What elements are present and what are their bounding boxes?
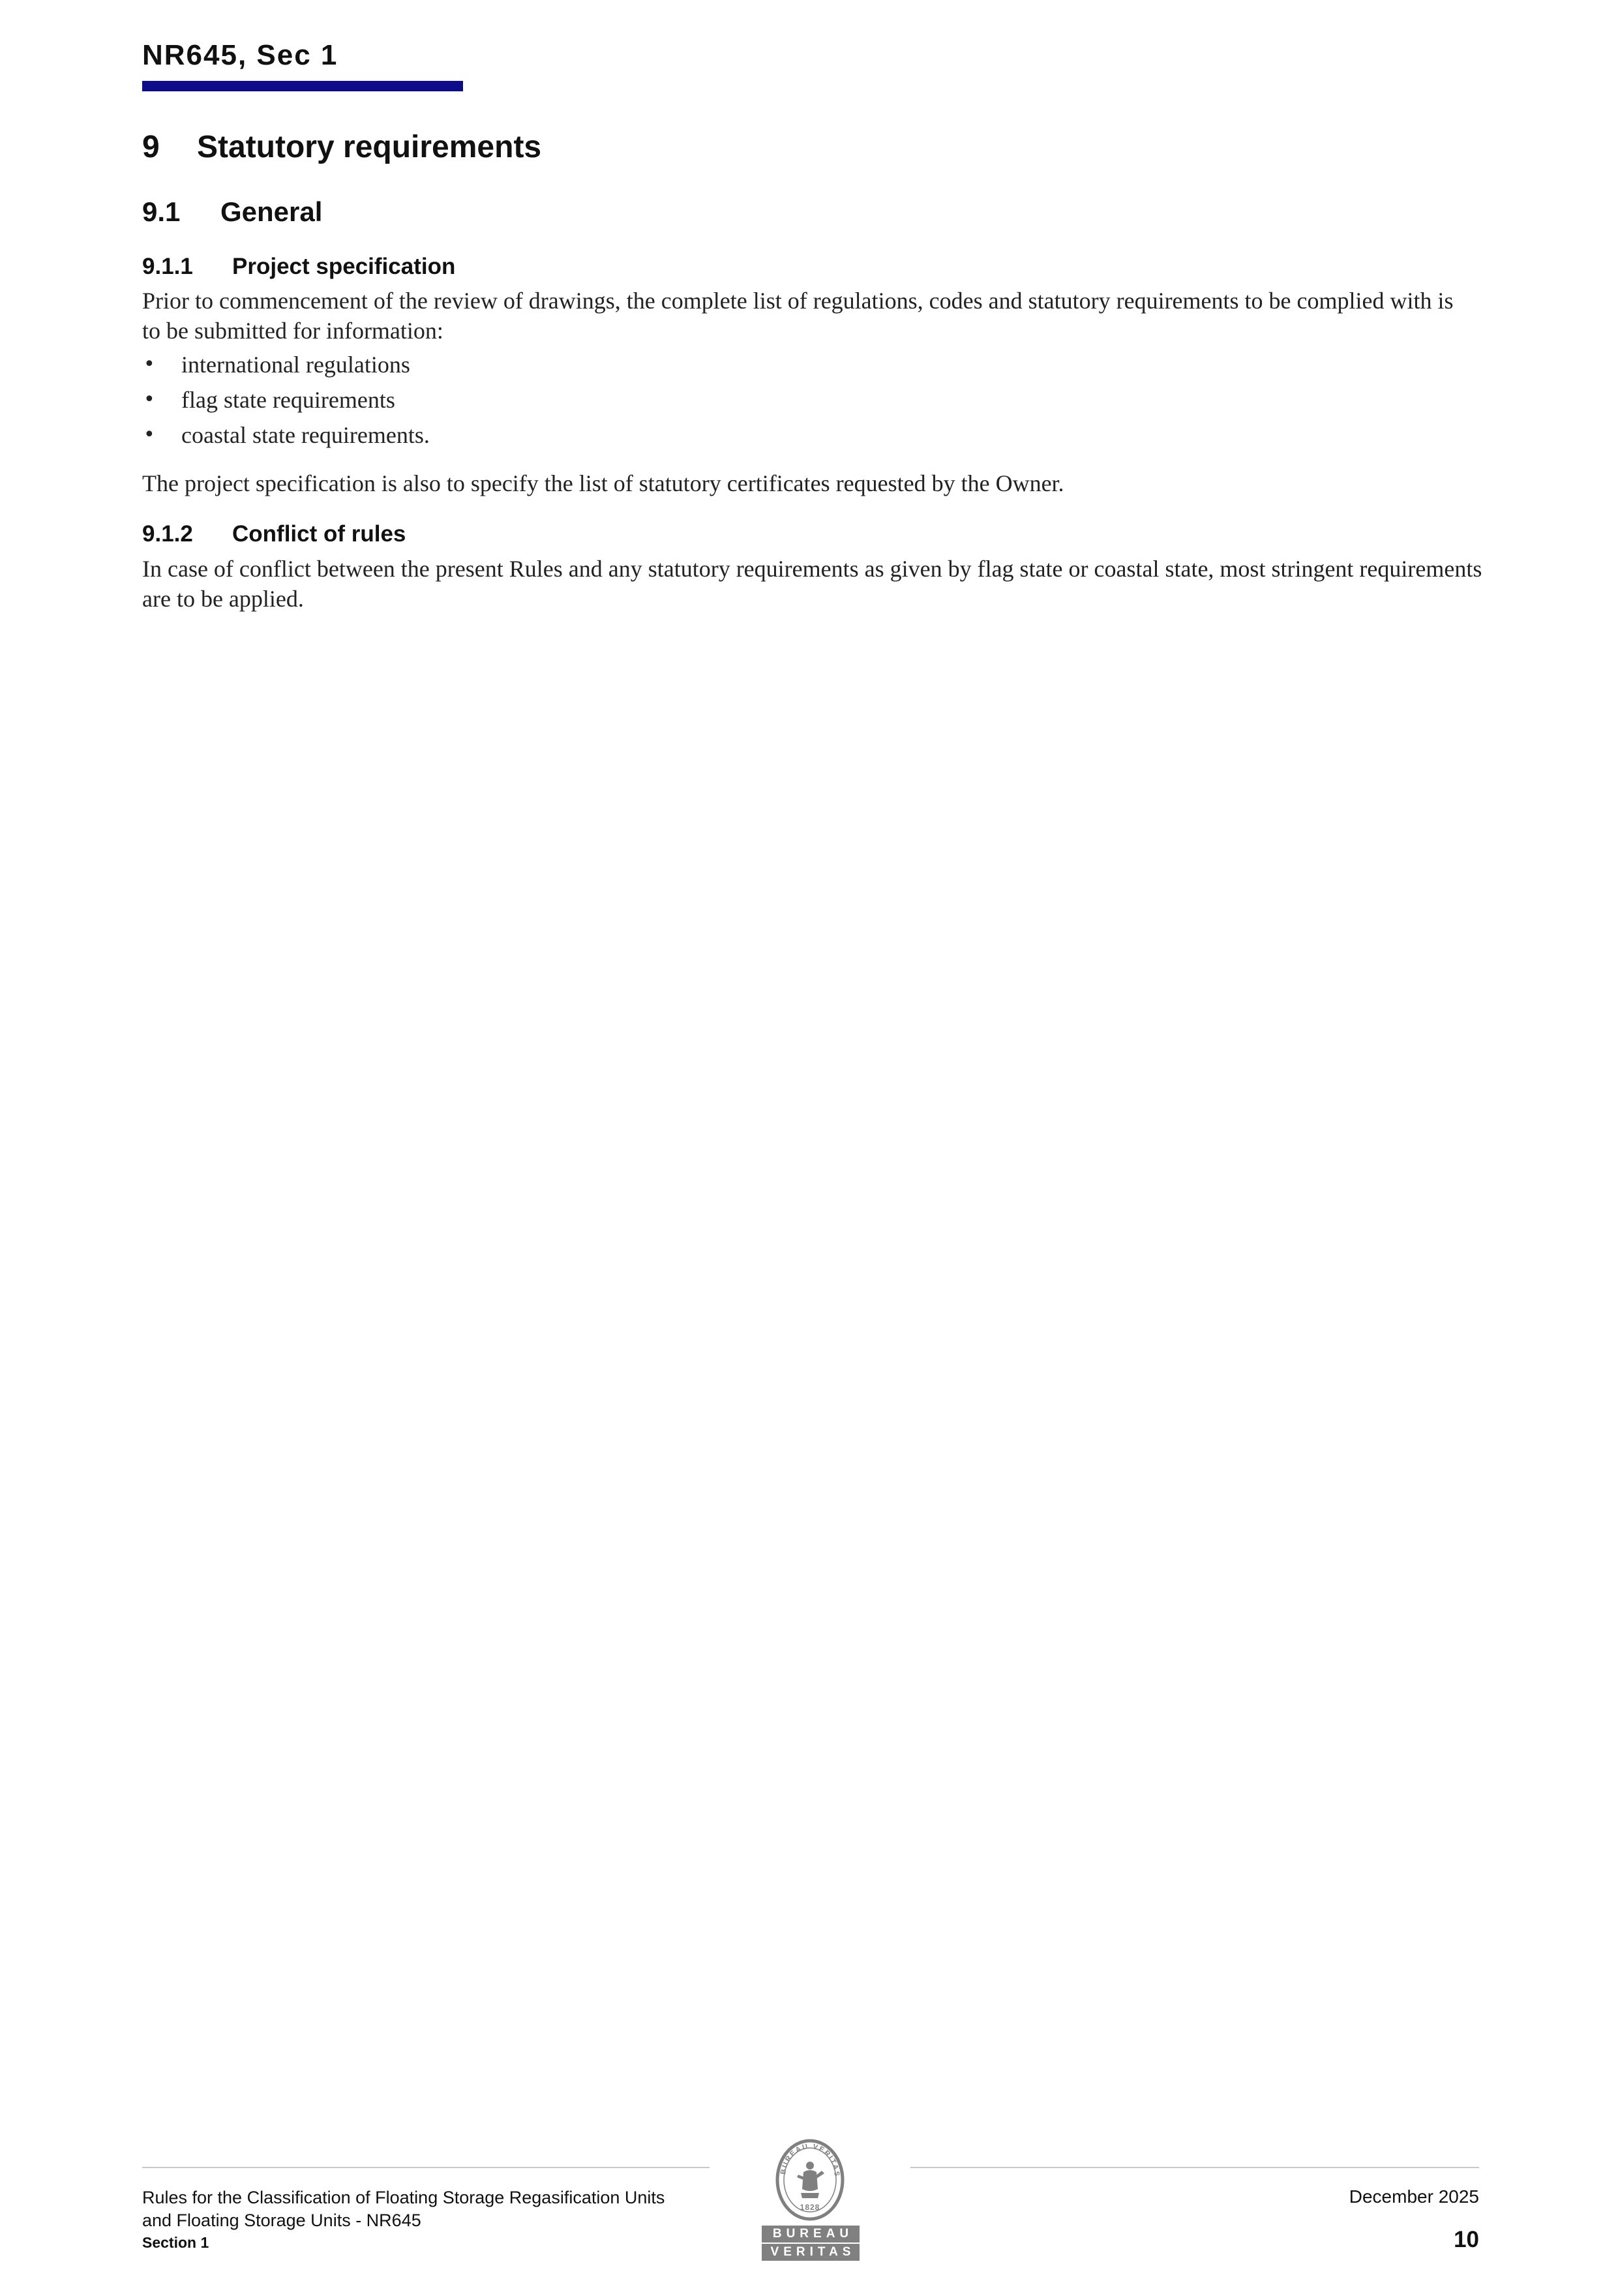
article-title: Project specification [232,254,456,279]
article-heading-conflict-of-rules [142,521,406,547]
list-item [142,420,1473,455]
bullet-icon: • [143,388,155,411]
list-item-text: flag state requirements [181,387,395,413]
footer-title-line-1: Rules for the Classification of Floating Storage Regasification Units [142,2188,665,2207]
list-item-text: international regulations [181,352,410,378]
article-closing-paragraph: The project specification is also to specify the list of statutory certificates requested by the Owner. [142,470,1064,496]
bullet-icon: • [143,353,155,376]
section-title: Statutory requirements [197,130,542,164]
footer-title-line-2: and Floating Storage Units - NR645 [142,2211,421,2230]
article-intro-paragraph: Prior to commencement of the review of drawings, the complete list of regulations, codes and statutory requirements to be complied with is to be submitted for information: [142,288,1454,344]
list-item [142,385,1473,420]
footer-date: December 2025 [1349,2186,1479,2207]
footer-section-label: Section 1 [142,2234,209,2251]
bureau-veritas-logo [762,2138,860,2262]
section-number: 9 [142,130,160,164]
bureau-veritas-seal-icon [775,2138,845,2223]
logo-word-veritas: VERITAS [762,2244,860,2261]
subsection-heading [142,196,322,228]
seal-year-text: 1828 [800,2203,820,2212]
bullet-icon: • [143,423,155,446]
section-heading [142,129,541,165]
article-body-paragraph: In case of conflict between the present Rules and any statutory requirements as given by flag state or coastal state, most stringent requirements are to be applied. [142,556,1482,612]
footer-rule-right [910,2167,1479,2168]
page-number: 10 [1454,2227,1479,2252]
article-heading-project-specification [142,254,455,280]
subsection-number: 9.1 [142,196,181,227]
article-number: 9.1.1 [142,254,193,279]
logo-word-bureau: BUREAU [762,2226,860,2243]
list-item [142,350,1473,385]
header-accent-bar [142,81,463,91]
running-header: NR645, Sec 1 [142,39,338,71]
list-item-text: coastal state requirements. [181,422,430,448]
article-number: 9.1.2 [142,521,193,547]
footer-rule-left [142,2167,710,2168]
seal-arc-text: BUREAU VERITAS [779,2142,841,2178]
requirements-list [142,350,1473,455]
subsection-title: General [220,196,323,227]
footer-document-title [142,2186,794,2232]
article-title: Conflict of rules [232,521,406,547]
